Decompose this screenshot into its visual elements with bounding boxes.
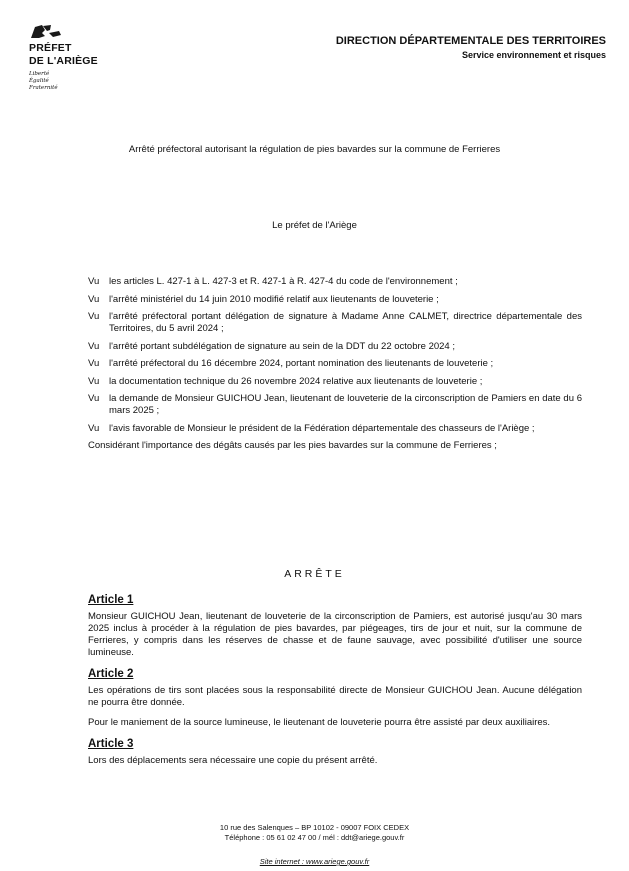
- republic-motto: [29, 71, 58, 92]
- article-heading: Article 3: [88, 738, 134, 750]
- visa-item: [88, 423, 582, 435]
- visa-text: l'arrêté portant subdélégation de signature au sein de la DDT du 22 octobre 2024 ;: [109, 340, 455, 352]
- arrete-heading: ARRÊTE: [284, 568, 345, 580]
- service-name: Service environnement et risques: [461, 50, 606, 60]
- article-heading: Article 1: [88, 594, 134, 606]
- vu-label: Vu: [88, 393, 100, 404]
- article-paragraph: Monsieur GUICHOU Jean, lieutenant de louveterie de la circonscription de Pamiers, est autorisé jusqu'au 30 mars 2025 inclus à procéder à la régulation de pies bavardes, par piégeages, tirs de jour et nuit, sur la commune de Ferrieres, y compris dans les réserves de chasse et de faune sauvage, avec possibilité d'utiliser une source lumineuse.: [88, 611, 582, 658]
- prefet-logo-title: [29, 42, 98, 68]
- vu-label: Vu: [88, 340, 100, 352]
- vu-label: Vu: [88, 311, 100, 322]
- direction-name: DIRECTION DÉPARTEMENTALE DES TERRITOIRES: [335, 35, 606, 47]
- article-3: [88, 737, 582, 767]
- logo-title-line1: PRÉFET: [29, 42, 72, 54]
- article-paragraph: Pour le maniement de la source lumineuse, le lieutenant de louveterie pourra être assisté par deux auxiliaires.: [88, 717, 551, 728]
- footer-website-link[interactable]: Site internet : www.ariege.gouv.fr: [259, 857, 370, 866]
- footer-phone-email: Téléphone : 05 61 02 47 00 / mél : ddt@ariege.gouv.fr: [224, 833, 405, 842]
- vu-label: Vu: [88, 422, 100, 434]
- motto-fraternite: Fraternité: [29, 85, 58, 91]
- vu-label: Vu: [88, 375, 100, 387]
- marianne-flag-icon: [29, 24, 63, 39]
- document-title: Arrêté préfectoral autorisant la régulation de pies bavardes sur la commune de Ferrieres: [128, 144, 501, 155]
- vu-label: Vu: [88, 276, 100, 287]
- article-heading: Article 2: [88, 668, 134, 680]
- article-paragraph: Les opérations de tirs sont placées sous la responsabilité directe de Monsieur GUICHOU Jean. Aucune délégation ne pourra être donnée.: [88, 685, 582, 708]
- prefet-line: Le préfet de l'Ariège: [272, 220, 357, 231]
- motto-liberte: Liberté: [29, 71, 50, 77]
- visa-text: l'arrêté ministériel du 14 juin 2010 modifié relatif aux lieutenants de louveterie ;: [109, 293, 439, 305]
- visa-text: l'avis favorable de Monsieur le président de la Fédération départementale des chasseurs de l'Ariège ;: [109, 422, 535, 434]
- vu-label: Vu: [88, 293, 100, 305]
- issuer-header: [336, 34, 606, 62]
- visa-item: [88, 341, 582, 353]
- visa-item: [88, 311, 582, 335]
- considerant-line: Considérant l'importance des dégâts causés par les pies bavardes sur la commune de Ferrieres ;: [88, 440, 497, 451]
- article-2: [88, 667, 582, 729]
- visa-item: [88, 376, 582, 388]
- visas-list: [88, 276, 582, 452]
- articles-section: [88, 593, 582, 775]
- visa-text: la documentation technique du 26 novembre 2024 relative aux lieutenants de louveterie ;: [109, 375, 483, 387]
- logo-title-line2: DE L'ARIÈGE: [29, 55, 98, 67]
- motto-egalite: Égalité: [29, 78, 49, 84]
- footer-address: 10 rue des Salenques – BP 10102 - 09007 FOIX CEDEX: [219, 823, 410, 832]
- article-paragraph: Lors des déplacements sera nécessaire une copie du présent arrêté.: [88, 755, 378, 766]
- visa-item: [88, 276, 582, 288]
- visa-text: l'arrêté préfectoral du 16 décembre 2024, portant nomination des lieutenants de louveterie ;: [109, 358, 494, 369]
- article-1: [88, 593, 582, 659]
- visa-item: [88, 294, 582, 306]
- visa-text: l'arrêté préfectoral portant délégation de signature à Madame Anne CALMET, directrice départementale des Territoires, du 5 avril 2024 ;: [109, 311, 582, 334]
- visa-item: [88, 393, 582, 417]
- vu-label: Vu: [88, 358, 100, 369]
- visa-item: [88, 358, 582, 370]
- visa-text: les articles L. 427-1 à L. 427-3 et R. 427-1 à R. 427-4 du code de l'environnement ;: [109, 276, 458, 287]
- visa-text: la demande de Monsieur GUICHOU Jean, lieutenant de louveterie de la circonscription de Pamiers en date du 6 mars 2025 ;: [109, 393, 582, 416]
- footer-contact: [0, 823, 629, 843]
